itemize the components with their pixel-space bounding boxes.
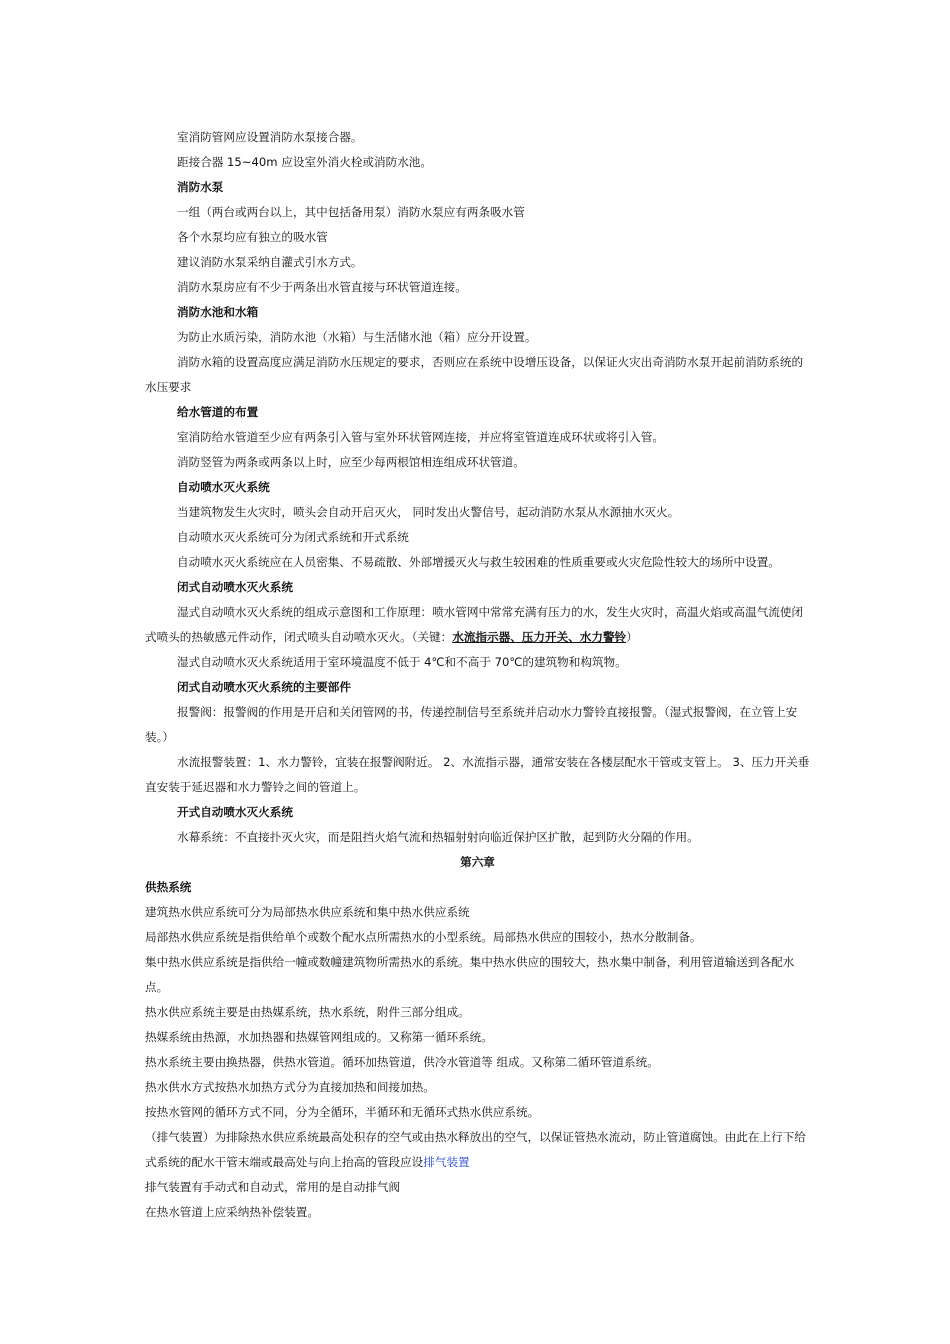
paragraph: 各个水泵均应有独立的吸水管 — [177, 230, 328, 244]
paragraph — [145, 1125, 810, 1175]
paragraph: 消防水泵房应有不少于两条出水管直接与环状管道连接。 — [177, 280, 467, 294]
section-heading: 给水管道的布置 — [177, 405, 259, 419]
section-heading: 自动喷水灭火系统 — [177, 480, 270, 494]
section-heading: 闭式自动喷水灭火系统 — [177, 580, 293, 594]
paragraph: 水幕系统：不直接扑灭火灾，而是阻挡火焰气流和热辐射射向临近保护区扩散，起到防火分隔的作用。 — [177, 830, 699, 844]
paragraph: 自动喷水灭火系统应在人员密集、不易疏散、外部增援灭火与救生较困难的性质重要或火灾危险性较大的场所中设置。 — [177, 555, 780, 569]
paragraph: 热水供水方式按热水加热方式分为直接加热和间接加热。 — [145, 1080, 435, 1094]
paragraph: 一组（两台或两台以上，其中包括备用泵）消防水泵应有两条吸水管 — [177, 205, 525, 219]
paragraph: 自动喷水灭火系统可分为闭式系统和开式系统 — [177, 530, 409, 544]
paragraph: 为防止水质污染，消防水池（水箱）与生活储水池（箱）应分开设置。 — [177, 330, 537, 344]
paragraph: 排气装置有手动式和自动式，常用的是自动排气阀 — [145, 1180, 401, 1194]
section-heading: 消防水池和水箱 — [177, 305, 259, 319]
section-heading: 消防水泵 — [177, 180, 224, 194]
paragraph: 距接合器 15~40m 应设室外消火栓或消防水池。 — [177, 155, 432, 169]
paragraph: 室消防管网应设置消防水泵接合器。 — [177, 130, 363, 144]
exhaust-device-link[interactable]: 排气装置 — [423, 1155, 470, 1169]
paragraph: 消防竖管为两条或两条以上时，应至少每两根馆相连组成环状管道。 — [177, 455, 525, 469]
key-terms: 水流指示器、压力开关、水力警铃 — [452, 630, 627, 644]
paragraph: 热媒系统由热源，水加热器和热媒管网组成的。又称第一循环系统。 — [145, 1030, 493, 1044]
section-heading: 闭式自动喷水灭火系统的主要部件 — [177, 680, 351, 694]
document-page — [145, 125, 810, 1225]
paragraph-text: ） — [626, 630, 638, 644]
paragraph: 室消防给水管道至少应有两条引入管与室外环状管网连接，并应将室管道连成环状或将引入管。 — [177, 430, 664, 444]
section-heading: 开式自动喷水灭火系统 — [177, 805, 293, 819]
paragraph: 热水供应系统主要是由热媒系统，热水系统，附件三部分组成。 — [145, 1005, 470, 1019]
paragraph: 热水系统主要由换热器，供热水管道。循环加热管道，供冷水管道等 组成。又称第二循环管道系统。 — [145, 1055, 659, 1069]
section-heading: 供热系统 — [145, 880, 192, 894]
paragraph: 湿式自动喷水灭火系统适用于室环境温度不低于 4℃和不高于 70℃的建筑物和构筑物。 — [177, 655, 627, 669]
paragraph: 局部热水供应系统是指供给单个或数个配水点所需热水的小型系统。局部热水供应的围较小，热水分散制备。 — [145, 930, 702, 944]
paragraph: 水流报警装置：1、水力警铃，宜装在报警阀附近。 2、水流指示器，通常安装在各楼层配水干管或支管上。 3、压力开关垂直安装于延迟器和水力警铃之间的管道上。 — [145, 755, 810, 794]
paragraph-text: 湿式自动喷水灭火系统的组成示意图和工作原理：喷水管网中常常充满有压力的水，发生火灾时，高温火焰或高温气流使闭式喷头的热敏感元件动作，闭式喷头自动喷水灭火。（关键： — [145, 605, 804, 644]
paragraph: 消防水箱的设置高度应满足消防水压规定的要求，否则应在系统中设增压设备，以保证火灾出奇消防水泵开起前消防系统的水压要求 — [145, 355, 804, 394]
paragraph — [145, 600, 810, 650]
paragraph: 建筑热水供应系统可分为局部热水供应系统和集中热水供应系统 — [145, 905, 470, 919]
chapter-title: 第六章 — [460, 855, 495, 869]
paragraph: 按热水管网的循环方式不同，分为全循环，半循环和无循环式热水供应系统。 — [145, 1105, 540, 1119]
paragraph: 当建筑物发生火灾时，喷头会自动开启灭火， 同时发出火警信号，起动消防水泵从水源抽水灭火。 — [177, 505, 680, 519]
paragraph: 在热水管道上应采纳热补偿装置。 — [145, 1205, 319, 1219]
paragraph: 建议消防水泵采纳自灌式引水方式。 — [177, 255, 363, 269]
paragraph: 集中热水供应系统是指供给一幢或数幢建筑物所需热水的系统。集中热水供应的围较大，热水集中制备，利用管道输送到各配水点。 — [145, 955, 795, 994]
paragraph: 报警阀：报警阀的作用是开启和关闭管网的书，传递控制信号至系统并启动水力警铃直接报警。（湿式报警阀，在立管上安装。） — [145, 705, 798, 744]
paragraph-text: （排气装置）为排除热水供应系统最高处积存的空气或由热水释放出的空气，以保证管热水流动，防止管道腐蚀。由此在上行下给式系统的配水干管末端或最高处与向上抬高的管段应设 — [145, 1130, 806, 1169]
